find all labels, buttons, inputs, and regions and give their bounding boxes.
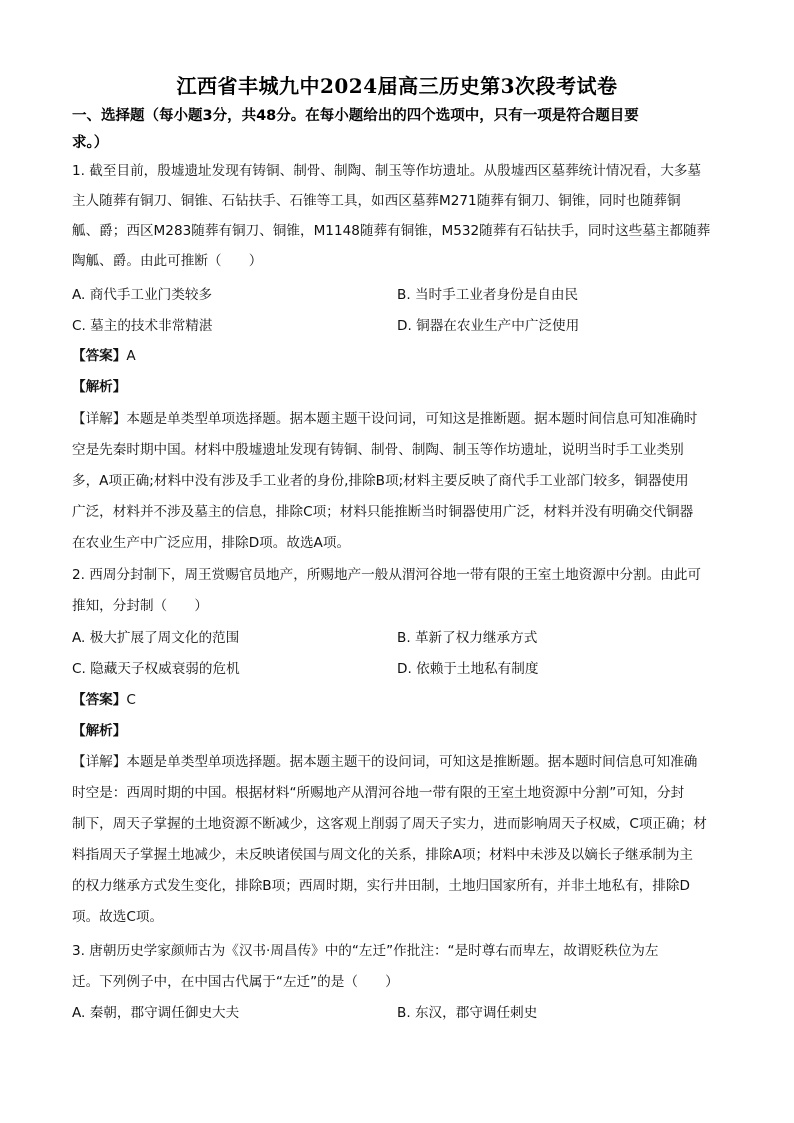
section-header-line2: 求。） bbox=[72, 135, 109, 151]
section-header-line1: 一、选择题（每小题3分，共48分。在每小题给出的四个选项中，只有一项是符合题目要 bbox=[72, 108, 639, 124]
answer-label: 【答案】 bbox=[72, 692, 127, 708]
question-1-option-b: B. 当时手工业者身份是自由民 bbox=[397, 287, 579, 303]
question-2-answer bbox=[72, 690, 136, 710]
question-3-option-a: A. 秦朝，郡守调任御史大夫 bbox=[72, 1005, 240, 1021]
question-1-detail-line: 多，A项正确;材料中没有涉及手工业者的身份,排除B项;材料主要反映了商代手工业部门较多，铜器使用 bbox=[72, 473, 689, 489]
question-1-detail-line: 【详解】本题是单类型单项选择题。据本题主题干设问词，可知这是推断题。据本题时间信息可知准确时 bbox=[72, 411, 698, 427]
question-2-analysis-label: 【解析】 bbox=[72, 723, 127, 739]
question-1-option-c: C. 墓主的技术非常精湛 bbox=[72, 318, 213, 334]
question-1-detail-line: 空是先秦时期中国。材料中殷墟遗址发现有铸铜、制骨、制陶、制玉等作坊遗址，说明当时手工业类别 bbox=[72, 442, 684, 458]
question-1-detail-line: 在农业生产中广泛应用，排除D项。故选A项。 bbox=[72, 535, 351, 551]
question-2-detail-line: 时空是：西周时期的中国。根据材料“所赐地产从渭河谷地一带有限的王室土地资源中分割”可知，分封 bbox=[72, 785, 685, 801]
question-2-option-b: B. 革新了权力继承方式 bbox=[397, 630, 538, 646]
answer-value: A bbox=[126, 348, 136, 364]
question-2-detail-line: 的权力继承方式发生变化，排除B项；西周时期，实行井田制，土地归国家所有，并非土地私有，排除D bbox=[72, 878, 690, 894]
question-2-stem-line: 推知，分封制（ ） bbox=[72, 598, 208, 614]
question-1-option-a: A. 商代手工业门类较多 bbox=[72, 287, 213, 303]
question-1-option-d: D. 铜器在农业生产中广泛使用 bbox=[397, 318, 580, 334]
answer-label: 【答案】 bbox=[72, 348, 127, 364]
question-3-stem-line: 迁。下列例子中，在中国古代属于“左迁”的是（ ） bbox=[72, 974, 399, 990]
question-1-answer bbox=[72, 346, 136, 366]
question-1-analysis-label: 【解析】 bbox=[72, 379, 127, 395]
answer-value: C bbox=[126, 692, 136, 708]
question-1-stem-line: 1. 截至目前，殷墟遗址发现有铸铜、制骨、制陶、制玉等作坊遗址。从殷墟西区墓葬统计情况看，大多墓 bbox=[72, 163, 702, 179]
question-2-option-a: A. 极大扩展了周文化的范围 bbox=[72, 630, 240, 646]
question-2-option-d: D. 依赖于土地私有制度 bbox=[397, 661, 539, 677]
question-2-option-c: C. 隐藏天子权威衰弱的危机 bbox=[72, 661, 240, 677]
question-2-detail-line: 料指周天子掌握土地减少，未反映诸侯国与周文化的关系，排除A项；材料中未涉及以嫡长子继承制为主 bbox=[72, 847, 694, 863]
question-1-stem-line: 陶觚、爵。由此可推断（ ） bbox=[72, 253, 263, 269]
question-1-stem-line: 觚、爵；西区M283随葬有铜刀、铜锥，M1148随葬有铜锥，M532随葬有石钻扶手，同时这些墓主都随葬 bbox=[72, 223, 711, 239]
question-2-detail-line: 项。故选C项。 bbox=[72, 909, 164, 925]
question-1-detail-line: 广泛，材料并不涉及墓主的信息，排除C项；材料只能推断当时铜器使用广泛，材料并没有明确交代铜器 bbox=[72, 504, 694, 520]
question-3-stem-line: 3. 唐朝历史学家颜师古为《汉书·周昌传》中的“左迁”作批注：“是时尊右而卑左，故谓贬秩位为左 bbox=[72, 943, 659, 959]
question-3-option-b: B. 东汉，郡守调任刺史 bbox=[397, 1005, 538, 1021]
exam-title: 江西省丰城九中2024届高三历史第3次段考试卷 bbox=[176, 74, 618, 98]
question-2-detail-line: 【详解】本题是单类型单项选择题。据本题主题干的设问词，可知这是推断题。据本题时间信息可知准确 bbox=[72, 754, 698, 770]
question-1-stem-line: 主人随葬有铜刀、铜锥、石钻扶手、石锥等工具，如西区墓葬M271随葬有铜刀、铜锥，同时也随葬铜 bbox=[72, 193, 681, 209]
question-2-detail-line: 制下，周天子掌握的土地资源不断减少，这客观上削弱了周天子实力，进而影响周天子权威，C项正确；材 bbox=[72, 816, 707, 832]
question-2-stem-line: 2. 西周分封制下，周王赏赐官员地产，所赐地产一般从渭河谷地一带有限的王室土地资源中分割。由此可 bbox=[72, 567, 702, 583]
